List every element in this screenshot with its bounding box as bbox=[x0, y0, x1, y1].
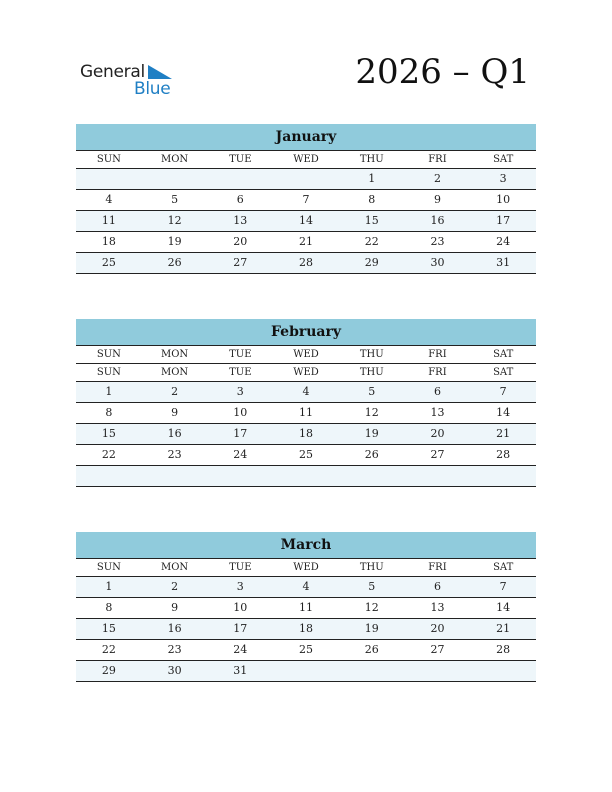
weekday-label: WED bbox=[293, 562, 319, 573]
day-cell: 13 bbox=[430, 601, 445, 614]
month-title: January bbox=[76, 124, 536, 151]
day-cell: 23 bbox=[430, 235, 445, 248]
day-cell: 20 bbox=[233, 235, 248, 248]
week-row bbox=[76, 577, 536, 598]
day-cell: 31 bbox=[233, 664, 248, 677]
weekday-label: MON bbox=[160, 349, 189, 360]
day-cell: 4 bbox=[302, 580, 310, 593]
weekday-header-row bbox=[76, 364, 536, 382]
weekday-label: THU bbox=[359, 562, 384, 573]
weekday-label: TUE bbox=[229, 367, 252, 378]
day-cell: 4 bbox=[105, 193, 113, 206]
day-cell: 24 bbox=[233, 448, 248, 461]
day-cell: 6 bbox=[236, 193, 244, 206]
day-cell: 18 bbox=[299, 622, 314, 635]
day-cell: 7 bbox=[302, 193, 310, 206]
day-cell: 30 bbox=[430, 256, 445, 269]
weekday-label: SAT bbox=[493, 154, 514, 165]
day-cell: 13 bbox=[430, 406, 445, 419]
day-cell: 5 bbox=[368, 580, 376, 593]
logo-word-blue: Blue bbox=[134, 79, 171, 99]
day-cell: 27 bbox=[430, 643, 445, 656]
day-cell: 5 bbox=[368, 385, 376, 398]
month-march bbox=[76, 532, 536, 682]
weekday-label: MON bbox=[160, 154, 189, 165]
day-cell: 1 bbox=[368, 172, 376, 185]
day-cell: 7 bbox=[499, 580, 507, 593]
logo-word-general: General bbox=[80, 62, 145, 82]
day-cell: 29 bbox=[101, 664, 116, 677]
weekday-label: THU bbox=[359, 154, 384, 165]
weekday-header-row bbox=[76, 151, 536, 169]
day-cell: 6 bbox=[433, 385, 441, 398]
weekday-label: WED bbox=[293, 154, 319, 165]
month-title: February bbox=[76, 319, 536, 346]
day-cell: 12 bbox=[167, 214, 182, 227]
weekday-label: SUN bbox=[96, 154, 121, 165]
day-cell: 18 bbox=[299, 427, 314, 440]
day-cell: 28 bbox=[496, 448, 511, 461]
weekday-label: FRI bbox=[428, 154, 447, 165]
weekday-label: THU bbox=[359, 349, 384, 360]
day-cell: 2 bbox=[171, 580, 179, 593]
day-cell: 25 bbox=[299, 643, 314, 656]
day-cell: 11 bbox=[299, 601, 314, 614]
week-row bbox=[76, 211, 536, 232]
weekday-label: SUN bbox=[96, 562, 121, 573]
weekday-label: FRI bbox=[428, 562, 447, 573]
weekday-label: SUN bbox=[96, 349, 121, 360]
day-cell: 31 bbox=[496, 256, 511, 269]
day-cell: 28 bbox=[496, 643, 511, 656]
month-title: March bbox=[76, 532, 536, 559]
day-cell: 16 bbox=[167, 427, 182, 440]
day-cell bbox=[207, 169, 273, 189]
day-cell: 18 bbox=[101, 235, 116, 248]
day-cell: 4 bbox=[302, 385, 310, 398]
day-cell: 19 bbox=[364, 427, 379, 440]
day-cell: 7 bbox=[499, 385, 507, 398]
week-row bbox=[76, 253, 536, 274]
day-cell: 21 bbox=[496, 427, 511, 440]
day-cell: 17 bbox=[496, 214, 511, 227]
weekday-label: SAT bbox=[493, 349, 514, 360]
day-cell: 23 bbox=[167, 643, 182, 656]
week-row bbox=[76, 403, 536, 424]
weekday-label: MON bbox=[160, 562, 189, 573]
weekday-label: WED bbox=[293, 367, 319, 378]
week-row bbox=[76, 466, 536, 487]
day-cell: 16 bbox=[167, 622, 182, 635]
weekday-label: SUN bbox=[96, 367, 121, 378]
logo-triangle-icon bbox=[148, 65, 172, 79]
day-cell: 26 bbox=[167, 256, 182, 269]
day-cell: 30 bbox=[167, 664, 182, 677]
day-cell: 17 bbox=[233, 427, 248, 440]
day-cell: 15 bbox=[101, 622, 116, 635]
day-cell: 12 bbox=[364, 406, 379, 419]
day-cell: 19 bbox=[167, 235, 182, 248]
day-cell: 29 bbox=[364, 256, 379, 269]
day-cell: 10 bbox=[233, 406, 248, 419]
day-cell: 3 bbox=[236, 580, 244, 593]
day-cell: 24 bbox=[496, 235, 511, 248]
weekday-label: TUE bbox=[229, 154, 252, 165]
page-title: 2026 – Q1 bbox=[355, 52, 530, 92]
day-cell bbox=[470, 466, 536, 486]
day-cell: 6 bbox=[433, 580, 441, 593]
day-cell: 21 bbox=[299, 235, 314, 248]
day-cell: 2 bbox=[171, 385, 179, 398]
weekday-label: TUE bbox=[229, 349, 252, 360]
day-cell bbox=[405, 661, 471, 681]
weekday-label: MON bbox=[160, 367, 189, 378]
day-cell bbox=[76, 169, 142, 189]
day-cell: 11 bbox=[299, 406, 314, 419]
day-cell: 26 bbox=[364, 448, 379, 461]
logo bbox=[80, 62, 180, 102]
day-cell: 15 bbox=[364, 214, 379, 227]
day-cell: 14 bbox=[496, 601, 511, 614]
day-cell: 13 bbox=[233, 214, 248, 227]
day-cell: 1 bbox=[105, 385, 113, 398]
weekday-label: SAT bbox=[493, 562, 514, 573]
week-row bbox=[76, 598, 536, 619]
day-cell bbox=[405, 466, 471, 486]
day-cell: 14 bbox=[299, 214, 314, 227]
day-cell: 17 bbox=[233, 622, 248, 635]
day-cell: 22 bbox=[101, 448, 116, 461]
day-cell: 16 bbox=[430, 214, 445, 227]
day-cell: 10 bbox=[496, 193, 511, 206]
month-february bbox=[76, 319, 536, 487]
day-cell: 22 bbox=[101, 643, 116, 656]
week-row bbox=[76, 661, 536, 682]
weekday-header-row bbox=[76, 559, 536, 577]
day-cell bbox=[273, 661, 339, 681]
weekday-label: FRI bbox=[428, 349, 447, 360]
day-cell: 3 bbox=[236, 385, 244, 398]
week-row bbox=[76, 169, 536, 190]
day-cell: 28 bbox=[299, 256, 314, 269]
day-cell: 8 bbox=[105, 406, 113, 419]
month-january bbox=[76, 124, 536, 274]
weekday-label: TUE bbox=[229, 562, 252, 573]
day-cell: 20 bbox=[430, 427, 445, 440]
day-cell bbox=[470, 661, 536, 681]
day-cell: 11 bbox=[101, 214, 116, 227]
day-cell: 21 bbox=[496, 622, 511, 635]
weekday-label: WED bbox=[293, 349, 319, 360]
day-cell: 8 bbox=[368, 193, 376, 206]
day-cell bbox=[207, 466, 273, 486]
day-cell: 9 bbox=[171, 601, 179, 614]
day-cell: 3 bbox=[499, 172, 507, 185]
weekday-label: SAT bbox=[493, 367, 514, 378]
weekday-label: THU bbox=[359, 367, 384, 378]
day-cell: 1 bbox=[105, 580, 113, 593]
day-cell: 9 bbox=[171, 406, 179, 419]
day-cell: 8 bbox=[105, 601, 113, 614]
day-cell bbox=[339, 466, 405, 486]
day-cell: 12 bbox=[364, 601, 379, 614]
week-row bbox=[76, 640, 536, 661]
day-cell bbox=[142, 466, 208, 486]
day-cell: 26 bbox=[364, 643, 379, 656]
day-cell bbox=[76, 466, 142, 486]
day-cell: 2 bbox=[433, 172, 441, 185]
week-row bbox=[76, 445, 536, 466]
day-cell bbox=[273, 169, 339, 189]
day-cell bbox=[273, 466, 339, 486]
week-row bbox=[76, 232, 536, 253]
day-cell bbox=[339, 661, 405, 681]
day-cell: 5 bbox=[171, 193, 179, 206]
day-cell: 25 bbox=[101, 256, 116, 269]
day-cell: 20 bbox=[430, 622, 445, 635]
day-cell: 27 bbox=[233, 256, 248, 269]
day-cell: 19 bbox=[364, 622, 379, 635]
day-cell: 27 bbox=[430, 448, 445, 461]
week-row bbox=[76, 190, 536, 211]
weekday-label: FRI bbox=[428, 367, 447, 378]
day-cell bbox=[142, 169, 208, 189]
day-cell: 25 bbox=[299, 448, 314, 461]
week-row bbox=[76, 619, 536, 640]
day-cell: 9 bbox=[433, 193, 441, 206]
day-cell: 14 bbox=[496, 406, 511, 419]
week-row bbox=[76, 382, 536, 403]
day-cell: 15 bbox=[101, 427, 116, 440]
week-row bbox=[76, 424, 536, 445]
day-cell: 22 bbox=[364, 235, 379, 248]
day-cell: 23 bbox=[167, 448, 182, 461]
weekday-header-row bbox=[76, 346, 536, 364]
day-cell: 10 bbox=[233, 601, 248, 614]
day-cell: 24 bbox=[233, 643, 248, 656]
